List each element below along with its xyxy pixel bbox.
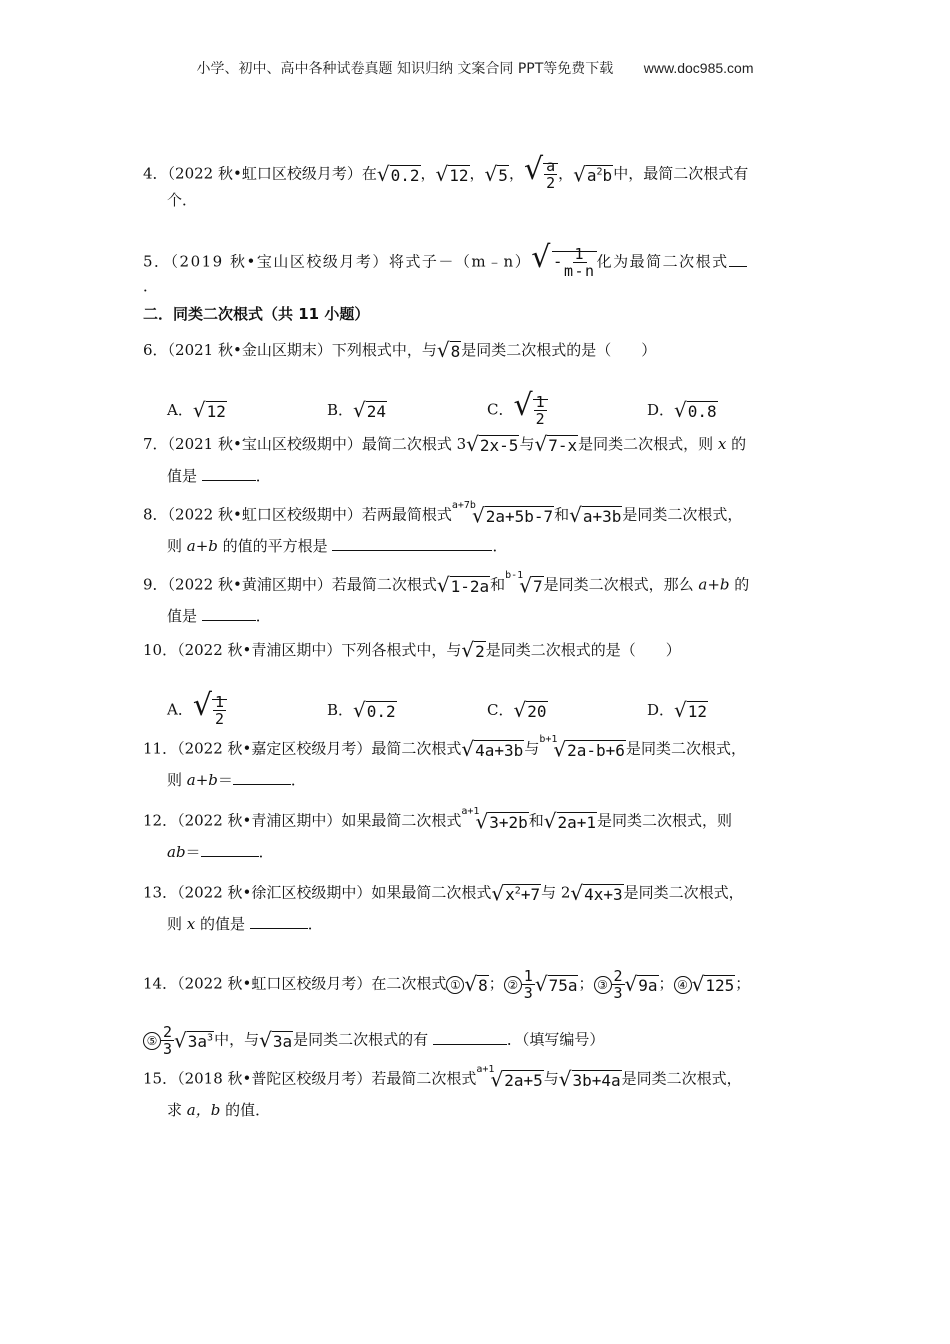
radical: √a+3b — [569, 502, 622, 527]
radical: √8 — [464, 971, 488, 996]
answer-blank[interactable] — [202, 466, 256, 481]
answer-blank[interactable] — [201, 842, 259, 857]
option-d[interactable]: D．√12 — [647, 697, 708, 722]
radical: $^{a+1}$√3+2b — [461, 806, 528, 834]
question-9: 9．（2022 秋•黄浦区期中）若最简二次根式√1-2a和$^{b-1}$√7是同类二次根式，那么 a+b 的 — [143, 570, 750, 598]
radical: √3a — [259, 1027, 293, 1052]
option-a[interactable]: A．√ $\frac{1}{2}$ — [167, 694, 327, 727]
question-8: 8．（2022 秋•虹口区校级期中）若两最简根式$^{a+7b}$√2a+5b-7和√a+3b是同类二次根式， — [143, 500, 743, 528]
question-4: 4．（2022 秋•虹口区校级月考）在√0.2，√12，√5，√ $\frac{a}{2}$ ，$√a^2b$中，最简二次根式有 — [143, 152, 749, 192]
question-11: 11．（2022 秋•嘉定区校级月考）最简二次根式√4a+3b与$^{b+1}$√2a-b+6是同类二次根式， — [143, 734, 746, 762]
circle-5: ⑤ — [143, 1032, 161, 1050]
answer-blank[interactable] — [202, 606, 256, 621]
option-c[interactable]: C．√ $\frac{1}{2}$ — [487, 394, 647, 427]
question-4-cont: 个． — [167, 191, 198, 209]
radical: √2 — [461, 638, 485, 662]
radical: $√3a^3$ — [174, 1028, 214, 1053]
radical: √4a+3b — [461, 736, 524, 761]
radical: √2x-5 — [466, 432, 519, 456]
radical: √ $\frac{a}{2}$ — [524, 158, 558, 191]
radical: √12 — [435, 161, 469, 186]
radical: √5 — [484, 161, 508, 186]
section-heading: 二．同类二次根式（共 11 小题） — [143, 305, 370, 323]
page-header — [0, 58, 950, 78]
radical: √7-x — [534, 432, 578, 456]
option-b[interactable]: B．√24 — [327, 397, 387, 422]
header-url[interactable]: www.doc985.com — [643, 60, 754, 76]
question-7-cont: 值是 ． — [167, 467, 271, 485]
radical: √4x+3 — [570, 880, 623, 905]
question-6: 6．（2021 秋•金山区期末）下列根式中，与√8是同类二次根式的是（ ） — [143, 338, 657, 362]
question-12-cont: ab＝ ． — [167, 843, 274, 861]
circle-3: ③ — [594, 976, 612, 994]
question-14: 14．（2022 秋•虹口区校级月考）在二次根式 ① √8； ② $\frac{1}{3}$ √75a； ③ $\frac{2}{3}$ √9a； ④ √125； — [143, 967, 751, 1002]
answer-blank[interactable] — [332, 536, 492, 551]
question-5: 5．（2019 秋•宝山区校级月考）将式子－（m﹣n）√- $\frac{1}{m-n}$ 化为最简二次根式 — [143, 246, 747, 279]
option-a[interactable]: A．√12 — [167, 397, 226, 422]
circle-1: ① — [446, 976, 464, 994]
radical: √0.2 — [376, 161, 420, 186]
radical: $^{b+1}$√2a-b+6 — [539, 734, 625, 762]
question-10: 10．（2022 秋•青浦区期中）下列各根式中，与√2是同类二次根式的是（ ） — [143, 638, 681, 662]
radical: √125 — [691, 971, 735, 996]
question-6-options — [167, 388, 807, 428]
question-5-cont: ． — [143, 277, 159, 295]
radical: √3b+4a — [558, 1066, 621, 1091]
question-12: 12．（2022 秋•青浦区期中）如果最简二次根式$^{a+1}$√3+2b和√2a+1是同类二次根式，则 — [143, 806, 733, 834]
answer-blank[interactable] — [433, 1030, 507, 1045]
circle-4: ④ — [674, 976, 692, 994]
radical: √- $\frac{1}{m-n}$ — [531, 240, 596, 280]
radical: √1-2a — [436, 572, 490, 597]
question-8-cont: 则 a+b 的值的平方根是 ． — [167, 537, 508, 555]
question-14-cont: ⑤ $\frac{2}{3}$ $√3a^3$中，与√3a是同类二次根式的有 ．（填写编号） — [143, 1024, 604, 1057]
radical: $√a^2b$ — [573, 162, 613, 187]
radical: √9a — [624, 971, 658, 996]
question-13-cont: 则 x 的值是 ． — [167, 915, 323, 933]
header-text: 小学、初中、高中各种试卷真题 知识归纳 文案合同 PPT等免费下载 — [196, 61, 614, 77]
radical: √8 — [436, 338, 461, 362]
option-c[interactable]: C．√20 — [487, 697, 547, 722]
option-d[interactable]: D．√0.8 — [647, 397, 717, 422]
question-15-cont: 求 a，b 的值． — [167, 1101, 271, 1119]
radical: √2a+1 — [543, 808, 597, 833]
option-b[interactable]: B．√0.2 — [327, 697, 396, 722]
question-13: 13．（2022 秋•徐汇区校级期中）如果最简二次根式$√x^2+7$与 2√4x+3是同类二次根式， — [143, 880, 744, 906]
circle-2: ② — [504, 976, 522, 994]
answer-blank[interactable] — [729, 252, 747, 267]
answer-blank[interactable] — [233, 770, 291, 785]
radical: $^{a+7b}$√2a+5b-7 — [451, 500, 554, 528]
question-7: 7．（2021 秋•宝山区校级期中）最简二次根式 3√2x-5与√7-x是同类二次根式，则 x 的 — [143, 432, 747, 456]
radical: $√x^2+7$ — [491, 881, 541, 906]
radical: $^{b-1}$√7 — [505, 570, 543, 598]
question-9-cont: 值是 ． — [167, 607, 271, 625]
question-11-cont: 则 a+b＝ ． — [167, 771, 306, 789]
question-15: 15．（2018 秋•普陀区校级月考）若最简二次根式$^{a+1}$√2a+5与√3b+4a是同类二次根式， — [143, 1064, 742, 1092]
radical: √75a — [534, 971, 578, 996]
answer-blank[interactable] — [250, 914, 308, 929]
radical: $^{a+1}$√2a+5 — [476, 1064, 543, 1092]
question-10-options — [167, 688, 807, 728]
